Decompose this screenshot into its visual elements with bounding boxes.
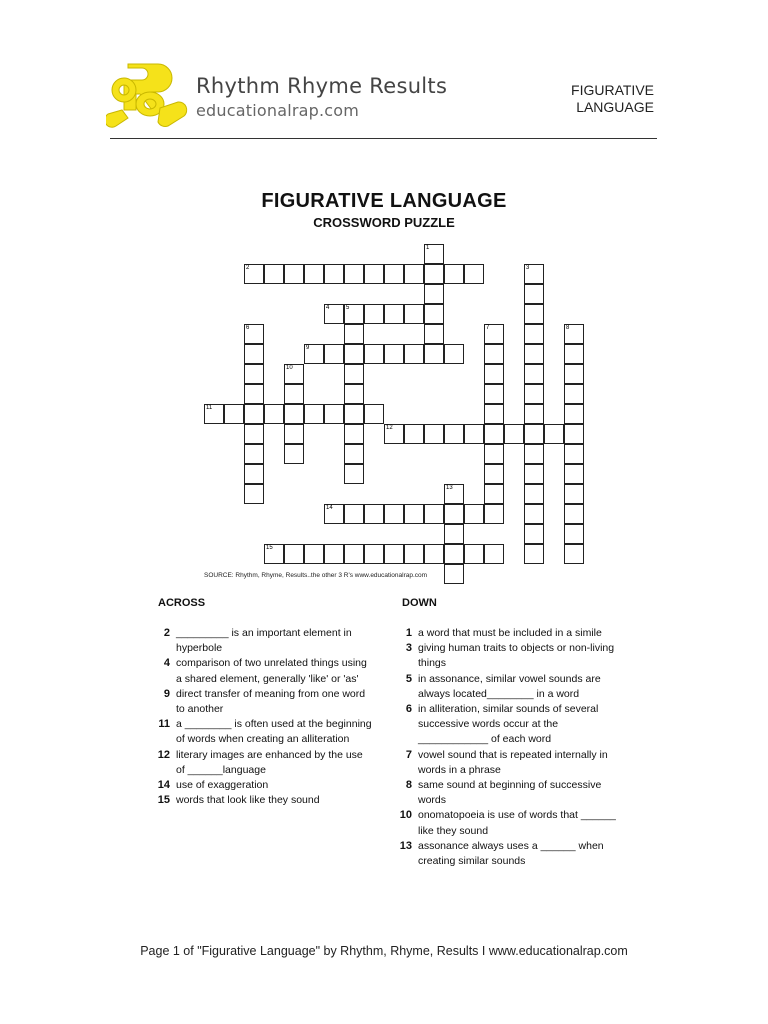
crossword-cell[interactable]	[284, 264, 304, 284]
clue-number: 3	[405, 642, 412, 655]
clue-text: direct transfer of meaning from one word to another	[176, 687, 366, 716]
crossword-cell[interactable]	[464, 264, 484, 284]
clue-text: in assonance, similar vowel sounds are always located________ in a word	[418, 672, 601, 700]
crossword-cell[interactable]	[344, 384, 364, 404]
down-clue	[396, 641, 622, 671]
crossword-cell[interactable]	[464, 424, 484, 444]
crossword-cell[interactable]	[344, 364, 364, 384]
clue-number: 8	[405, 779, 412, 792]
crossword-cell[interactable]	[564, 484, 584, 504]
crossword-cell[interactable]	[444, 484, 464, 504]
crossword-cell[interactable]	[484, 404, 504, 424]
clue-text: a ________ is often used at the beginning of words when creating an alliteration	[176, 718, 372, 746]
crossword-cell[interactable]	[524, 464, 544, 484]
puzzle-subtitle: CROSSWORD PUZZLE	[313, 215, 455, 230]
down-heading: DOWN	[402, 597, 437, 609]
crossword-cell[interactable]	[304, 544, 324, 564]
cell-number: 1	[426, 245, 430, 251]
crossword-cell[interactable]	[564, 324, 584, 344]
crossword-cell[interactable]	[344, 464, 364, 484]
crossword-cell[interactable]	[484, 484, 504, 504]
crossword-cell[interactable]	[284, 364, 304, 384]
across-clue	[154, 656, 374, 686]
crossword-cell[interactable]	[484, 384, 504, 404]
clue-text: same sound at beginning of successive words	[418, 779, 602, 807]
brand-title: Rhythm Rhyme Results	[196, 74, 448, 98]
crossword-cell[interactable]	[424, 544, 444, 564]
puzzle-title: FIGURATIVE LANGUAGE	[261, 190, 507, 212]
crossword-cell[interactable]	[424, 284, 444, 304]
crossword-cell[interactable]	[484, 444, 504, 464]
crossword-cell[interactable]	[384, 304, 404, 324]
crossword-cell[interactable]	[464, 544, 484, 564]
clue-text: assonance always uses a ______ when creating similar sounds	[418, 839, 604, 868]
crossword-cell[interactable]	[524, 344, 544, 364]
crossword-cell[interactable]	[284, 444, 304, 464]
crossword-cell[interactable]	[544, 424, 564, 444]
crossword-cell[interactable]	[564, 384, 584, 404]
page-footer: Page 1 of "Figurative Language" by Rhythm, Rhyme, Results I www.educationalrap.com	[140, 944, 628, 958]
brand-url[interactable]: educationalrap.com	[196, 101, 360, 120]
clue-text: giving human traits to objects or non-living things	[418, 642, 615, 670]
crossword-cell[interactable]	[384, 344, 404, 364]
clue-text: a word that must be included in a simile	[418, 627, 602, 639]
crossword-cell[interactable]	[244, 424, 264, 444]
crossword-cell[interactable]	[384, 544, 404, 564]
crossword-cell[interactable]	[444, 344, 464, 364]
crossword-cell[interactable]	[564, 364, 584, 384]
crossword-cell[interactable]	[524, 404, 544, 424]
crossword-cell[interactable]	[484, 504, 504, 524]
crossword-cell[interactable]	[304, 264, 324, 284]
crossword-cell[interactable]	[444, 544, 464, 564]
crossword-cell[interactable]	[324, 304, 344, 324]
cell-number: 4	[326, 305, 330, 311]
crossword-cell[interactable]	[284, 424, 304, 444]
clue-text: vowel sound that is repeated internally in words in a phrase	[418, 748, 608, 776]
crossword-cell[interactable]	[244, 324, 264, 344]
clue-text: comparison of two unrelated things using a shared element, generally 'like' or 'as'	[176, 657, 367, 685]
crossword-cell[interactable]	[524, 504, 544, 524]
crossword-cell[interactable]	[264, 544, 284, 564]
clue-number: 12	[157, 748, 170, 761]
clue-text: onomatopoeia is use of words that ______ like they sound	[418, 809, 616, 837]
crossword-cell[interactable]	[424, 504, 444, 524]
crossword-cell[interactable]	[424, 344, 444, 364]
crossword-cell[interactable]	[364, 544, 384, 564]
crossword-cell[interactable]	[344, 544, 364, 564]
crossword-cell[interactable]	[324, 344, 344, 364]
clue-text: _________ is an important element in hyperbole	[176, 627, 352, 655]
across-clue	[154, 687, 374, 717]
crossword-cell[interactable]	[564, 344, 584, 364]
clue-text: use of exaggeration	[176, 779, 269, 792]
crossword-cell[interactable]	[384, 264, 404, 284]
crossword-cell[interactable]	[364, 404, 384, 424]
crossword-cell[interactable]	[524, 424, 544, 444]
crossword-cell[interactable]	[244, 384, 264, 404]
down-clue	[396, 808, 622, 838]
crossword-cell[interactable]	[444, 504, 464, 524]
clue-number: 11	[158, 718, 170, 731]
crossword-cell[interactable]	[524, 264, 544, 284]
crossword-cell[interactable]	[564, 524, 584, 544]
crossword-cell[interactable]	[404, 344, 424, 364]
crossword-cell[interactable]	[404, 304, 424, 324]
clue-text: literary images are enhanced by the use of ______language	[176, 748, 363, 776]
crossword-cell[interactable]	[564, 544, 584, 564]
crossword-cell[interactable]	[244, 484, 264, 504]
crossword-cell[interactable]	[524, 304, 544, 324]
crossword-cell[interactable]	[344, 304, 364, 324]
cell-number: 9	[306, 345, 310, 351]
crossword-cell[interactable]	[344, 404, 364, 424]
crossword-cell[interactable]	[504, 424, 524, 444]
crossword-cell[interactable]	[444, 424, 464, 444]
crossword-cell[interactable]	[264, 264, 284, 284]
crossword-cell[interactable]	[324, 544, 344, 564]
crossword-cell[interactable]	[444, 524, 464, 544]
down-clue-list	[396, 626, 622, 869]
crossword-cell[interactable]	[324, 404, 344, 424]
cell-number: 3	[526, 265, 530, 271]
crossword-cell[interactable]	[244, 264, 264, 284]
cell-number: 8	[566, 325, 570, 331]
crossword-cell[interactable]	[424, 324, 444, 344]
crossword-cell[interactable]	[464, 504, 484, 524]
crossword-cell[interactable]	[484, 544, 504, 564]
crossword-cell[interactable]	[484, 324, 504, 344]
crossword-cell[interactable]	[364, 344, 384, 364]
cell-number: 10	[286, 365, 293, 371]
crossword-cell[interactable]	[204, 404, 224, 424]
crossword-cell[interactable]	[524, 364, 544, 384]
clue-number: 14	[157, 779, 170, 792]
crossword-cell[interactable]	[524, 384, 544, 404]
down-clue	[396, 626, 622, 641]
cell-number: 2	[246, 265, 250, 271]
header-topic-line-2: LANGUAGE	[576, 99, 654, 115]
down-clue	[396, 778, 622, 808]
crossword-cell[interactable]	[284, 544, 304, 564]
crossword-cell[interactable]	[524, 544, 544, 564]
cell-number: 5	[346, 305, 350, 311]
crossword-cell[interactable]	[304, 344, 324, 364]
rhythm-rhyme-results-logo	[106, 58, 192, 132]
clue-number: 4	[163, 657, 170, 670]
down-clue	[396, 839, 622, 869]
crossword-cell[interactable]	[424, 304, 444, 324]
crossword-cell[interactable]	[524, 284, 544, 304]
across-clue	[154, 748, 374, 778]
clue-number: 5	[405, 672, 412, 685]
cell-number: 11	[206, 405, 213, 411]
crossword-cell[interactable]	[224, 404, 244, 424]
across-heading: ACROSS	[158, 597, 206, 609]
cell-number: 15	[266, 545, 273, 551]
crossword-cell[interactable]	[424, 264, 444, 284]
clue-number: 7	[405, 748, 412, 761]
down-clue	[396, 702, 622, 748]
crossword-cell[interactable]	[564, 424, 584, 444]
down-clue	[396, 748, 622, 778]
cell-number: 7	[486, 325, 490, 331]
crossword-cell[interactable]	[484, 424, 504, 444]
crossword-cell[interactable]	[244, 344, 264, 364]
crossword-cell[interactable]	[244, 464, 264, 484]
down-clue	[396, 672, 622, 702]
header-topic	[571, 82, 654, 116]
crossword-cell[interactable]	[564, 444, 584, 464]
crossword-cell[interactable]	[404, 544, 424, 564]
clue-number: 10	[399, 809, 412, 822]
crossword-cell[interactable]	[384, 424, 404, 444]
clue-number: 13	[399, 839, 412, 852]
across-clue	[154, 793, 374, 808]
source-credit: SOURCE: Rhythm, Rhyme, Results..the other 3 R's www.educationalrap.com	[204, 572, 428, 579]
crossword-cell[interactable]	[344, 444, 364, 464]
across-clue	[154, 778, 374, 793]
cell-number: 13	[446, 485, 453, 491]
crossword-cell[interactable]	[344, 504, 364, 524]
crossword-cell[interactable]	[244, 444, 264, 464]
crossword-cell[interactable]	[484, 364, 504, 384]
crossword-cell[interactable]	[364, 504, 384, 524]
crossword-cell[interactable]	[284, 384, 304, 404]
across-clue	[154, 717, 374, 747]
crossword-cell[interactable]	[564, 464, 584, 484]
crossword-cell[interactable]	[404, 504, 424, 524]
cell-number: 6	[246, 325, 250, 331]
crossword-cell[interactable]	[364, 264, 384, 284]
crossword-cell[interactable]	[344, 264, 364, 284]
header-topic-line-1: FIGURATIVE	[571, 82, 654, 98]
clue-number: 2	[163, 627, 170, 639]
clue-number: 15	[157, 794, 170, 807]
crossword-cell[interactable]	[524, 484, 544, 504]
crossword-cell[interactable]	[324, 264, 344, 284]
crossword-cell[interactable]	[524, 444, 544, 464]
crossword-cell[interactable]	[244, 364, 264, 384]
crossword-cell[interactable]	[444, 264, 464, 284]
crossword-cell[interactable]	[424, 244, 444, 264]
clue-text: words that look like they sound	[176, 794, 320, 807]
across-clue-list	[154, 626, 374, 808]
header-divider	[110, 138, 657, 139]
crossword-cell[interactable]	[264, 404, 284, 424]
crossword-cell[interactable]	[324, 504, 344, 524]
crossword-cell[interactable]	[424, 424, 444, 444]
crossword-cell[interactable]	[564, 404, 584, 424]
cell-number: 12	[386, 425, 393, 431]
crossword-cell[interactable]	[404, 424, 424, 444]
crossword-cell[interactable]	[304, 404, 324, 424]
crossword-cell[interactable]	[524, 324, 544, 344]
crossword-cell[interactable]	[404, 264, 424, 284]
crossword-cell[interactable]	[524, 524, 544, 544]
crossword-cell[interactable]	[384, 504, 404, 524]
clue-number: 6	[405, 703, 412, 716]
clue-text: in alliteration, similar sounds of several successive words occur at the ____________ of each word	[418, 703, 599, 746]
crossword-cell[interactable]	[564, 504, 584, 524]
across-clue	[154, 626, 374, 656]
crossword-cell[interactable]	[344, 324, 364, 344]
crossword-cell[interactable]	[344, 424, 364, 444]
crossword-cell[interactable]	[284, 404, 304, 424]
crossword-cell[interactable]	[484, 464, 504, 484]
crossword-cell[interactable]	[344, 344, 364, 364]
crossword-cell[interactable]	[244, 404, 264, 424]
crossword-cell[interactable]	[484, 344, 504, 364]
crossword-cell[interactable]	[364, 304, 384, 324]
clue-number: 1	[405, 627, 412, 639]
cell-number: 14	[326, 505, 333, 511]
crossword-cell[interactable]	[444, 564, 464, 584]
clue-number: 9	[163, 687, 170, 700]
